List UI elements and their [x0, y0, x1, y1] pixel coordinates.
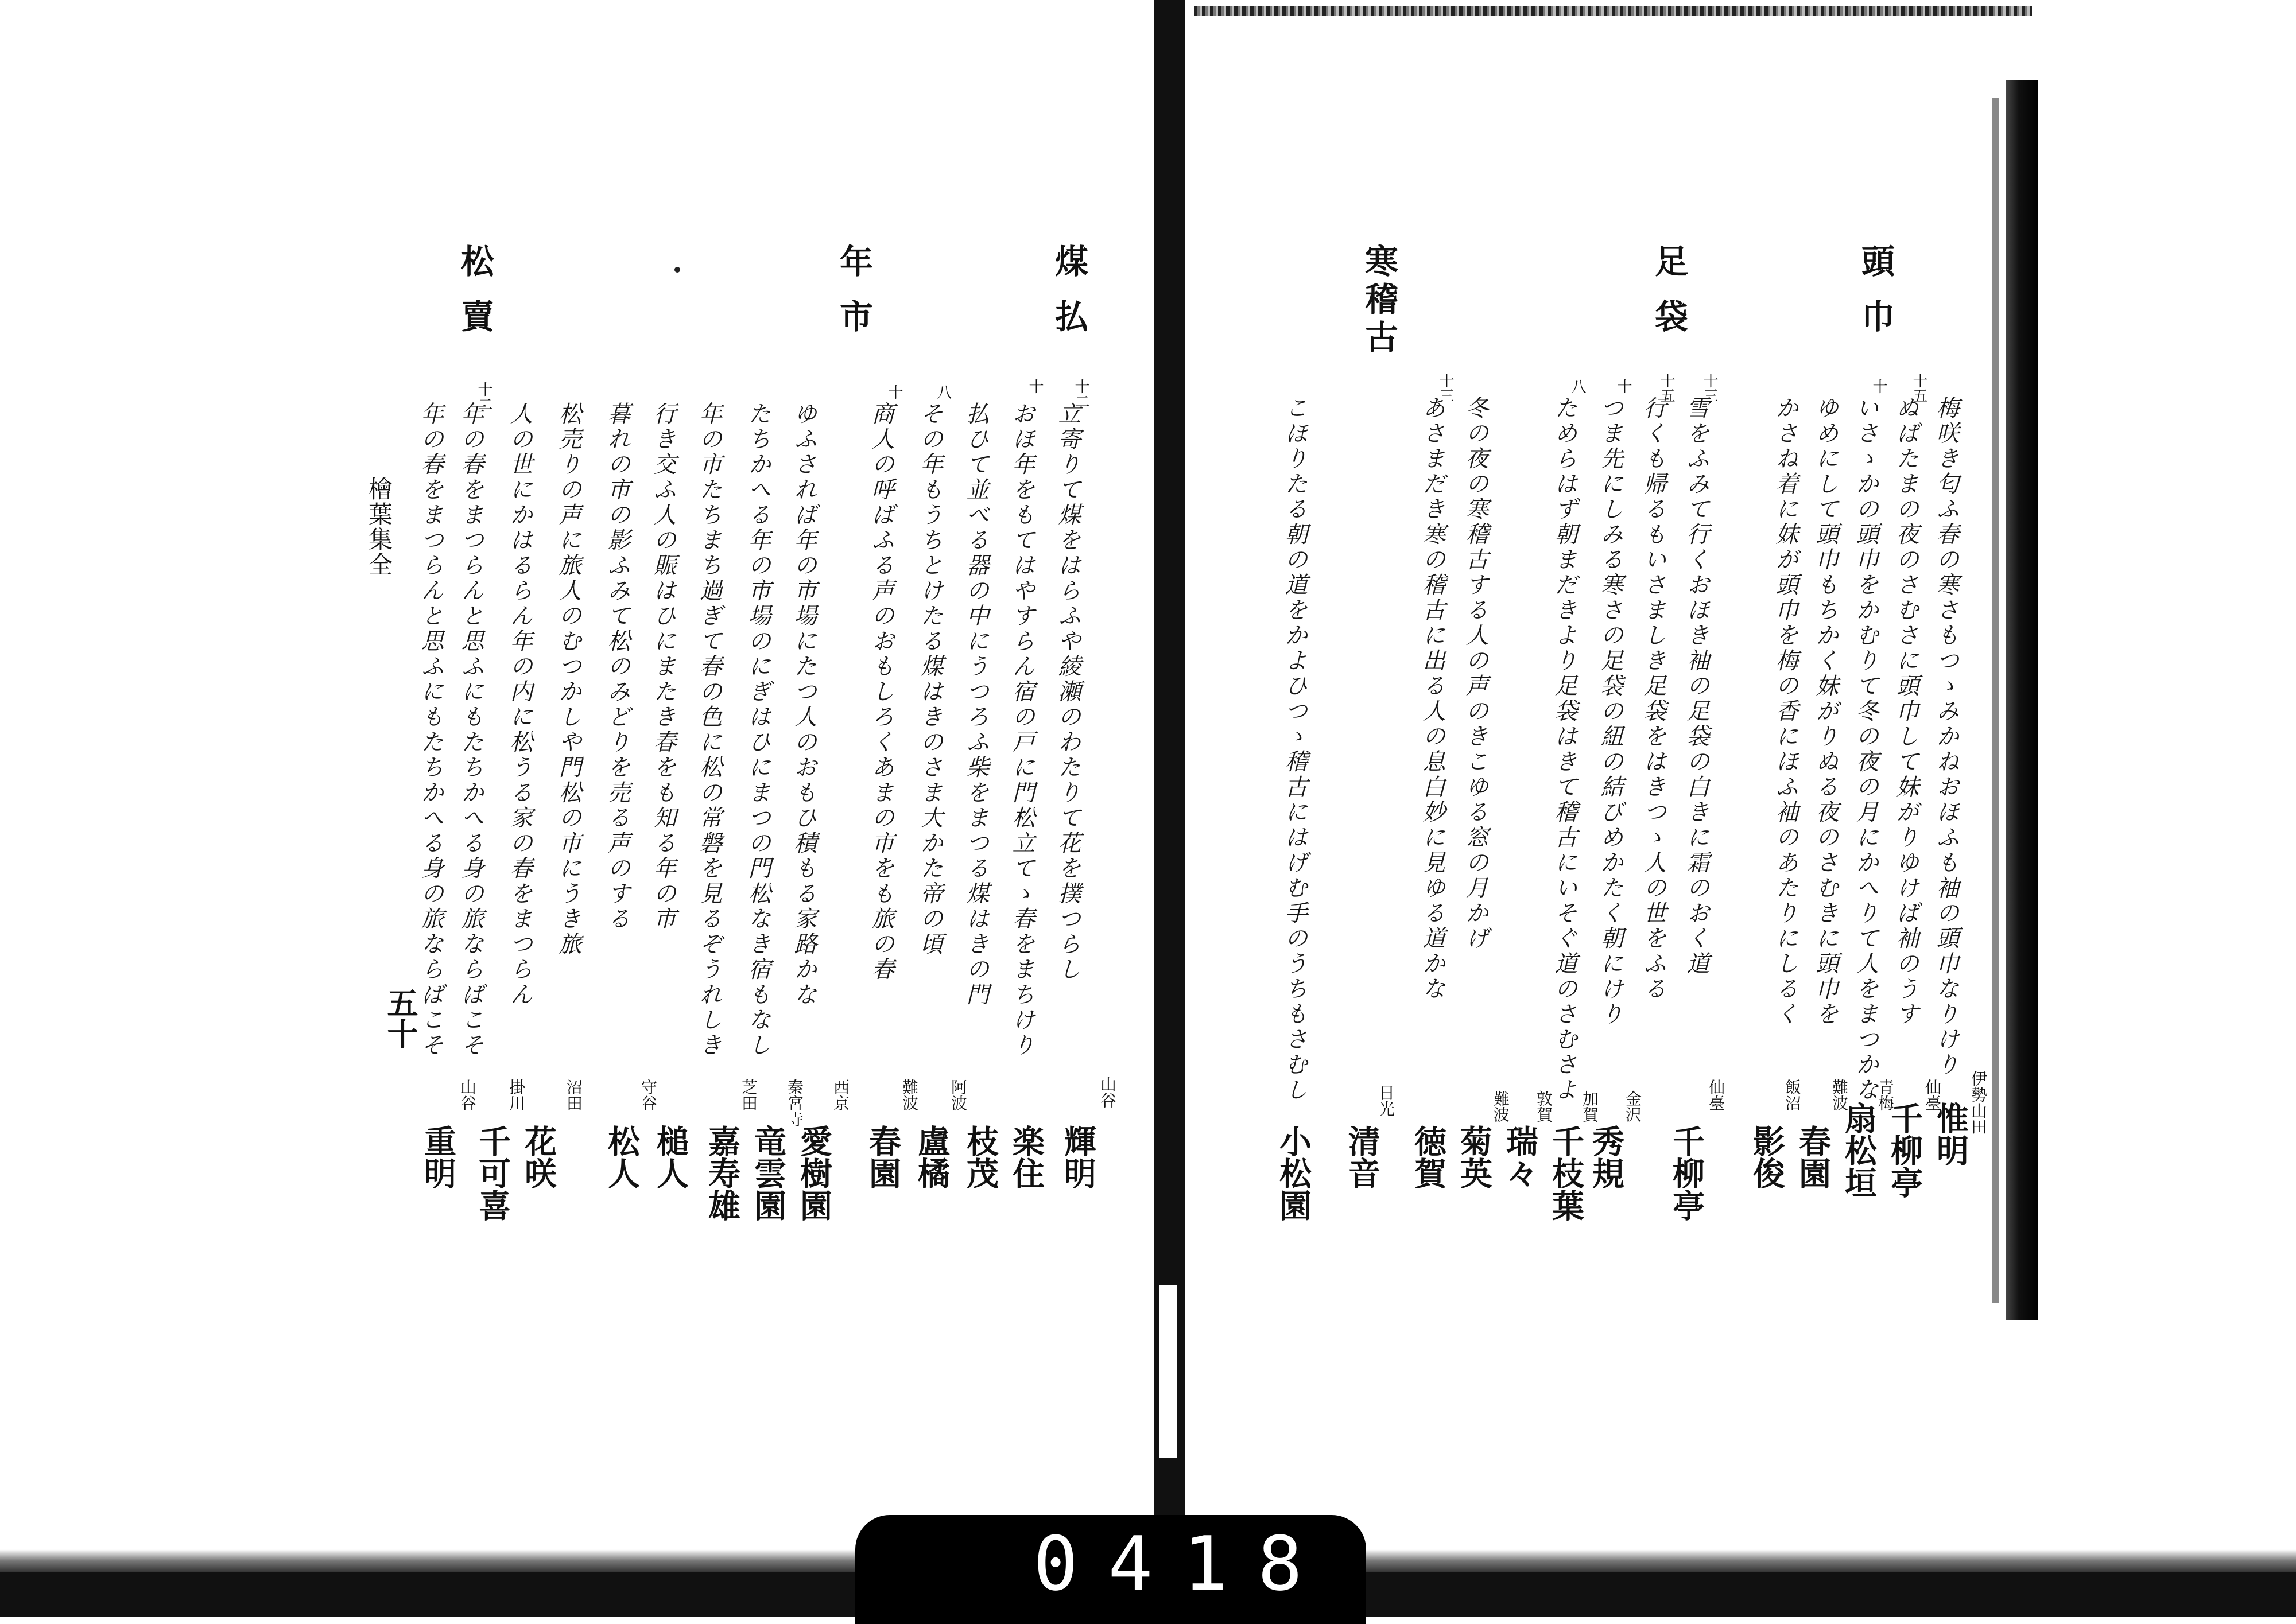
- heading-toshinoichi: 年市: [834, 244, 873, 354]
- poem-text: 行くも帰るもいさましき足袋をはきつゝ人の世をふる: [1640, 396, 1666, 1002]
- poet-name: 槌人: [651, 1125, 689, 1189]
- poet-name: 小松園: [1274, 1125, 1312, 1221]
- poem-text: いさゝかの頭巾をかむりて冬の夜の月にかへりて人をまつかな: [1852, 396, 1879, 1103]
- poet-origin: 仙臺: [1923, 1079, 1942, 1111]
- poet-origin: 仙臺: [1707, 1079, 1725, 1111]
- poem-text: おほ年をもてはやすらん宿の戸に門松立てゝ春をまちけり: [1009, 402, 1035, 1058]
- poem-number: 八: [934, 384, 952, 399]
- poet-name: 枝茂: [961, 1125, 999, 1189]
- poem-text: 商人の呼ばふる声のおもしろくあまの市をも旅の春: [868, 402, 894, 982]
- poem-text: ゆふされば年の市場にたつ人のおもひ積もる家路かな: [790, 402, 817, 1008]
- poem-number: 十三: [1701, 373, 1718, 403]
- poet-name: 惟明: [1932, 1102, 1969, 1166]
- poem-text: かさね着に妹が頭巾を梅の香にほふ袖のあたりにしるく: [1772, 396, 1798, 1027]
- poem-text: 冬の夜の寒稽古する人の声のきこゆる窓の月かげ: [1462, 396, 1488, 951]
- poet-origin: 掛川: [507, 1079, 526, 1111]
- poet-origin: 沼田: [564, 1079, 583, 1111]
- poem-text: 梅咲き匂ふ春の寒さもつゝみかねおほふも袖の頭巾なりけり: [1933, 396, 1959, 1078]
- poet-origin: 秦宮寺: [785, 1079, 804, 1127]
- poem-text: 人の世にかはるらん年の内に松うる家の春をまつらん: [506, 402, 533, 1008]
- poet-name: 盧橘: [913, 1125, 951, 1189]
- poet-name: 楽住: [1007, 1125, 1045, 1189]
- ink-dot: [674, 267, 680, 273]
- poet-name: 春園: [864, 1125, 902, 1189]
- poet-name: 千柳亭: [1667, 1125, 1705, 1221]
- poet-name: 嘉寿雄: [703, 1125, 741, 1221]
- poet-name: 秀規: [1587, 1125, 1625, 1189]
- poem-number: 十五: [1910, 373, 1927, 403]
- book-fore-edge: [2006, 80, 2038, 1320]
- poet-origin: 難波: [1491, 1090, 1510, 1122]
- folio-number: 五十: [382, 987, 419, 1049]
- poet-origin: 芝田: [739, 1079, 758, 1111]
- poem-text: こほりたる朝の道をかよひつゝ稽古にはげむ手のうちもさむし: [1281, 396, 1308, 1103]
- poem-text: 年の春をまつらんと思ふにもたちかへる身の旅ならばこそ: [457, 402, 484, 1058]
- poet-name: 菊英: [1455, 1125, 1493, 1189]
- poem-number: 八: [1569, 379, 1586, 394]
- poem-text: 暮れの市の影ふみて松のみどりを売る声のする: [604, 402, 630, 932]
- poet-name: 扇松垣: [1840, 1102, 1878, 1198]
- poet-origin: 飯沼: [1783, 1079, 1802, 1111]
- poet-origin: 山谷: [1098, 1076, 1117, 1108]
- poem-text: 松売りの声に旅人のむつかしや門松の市にうき旅: [555, 402, 581, 957]
- poem-number: 十: [1870, 379, 1887, 394]
- poet-origin: 青梅: [1876, 1079, 1895, 1111]
- spine-gap: [1159, 1285, 1177, 1458]
- poet-origin: 難波: [1830, 1079, 1849, 1111]
- poem-text: その年もうちとけたる煤はきのさま大かた帝の頃: [917, 402, 943, 957]
- poet-origin: 加賀: [1580, 1090, 1599, 1122]
- poem-text: 立寄りて煤をはらふや綾瀬のわたりて花を撲つらし: [1054, 402, 1081, 982]
- poem-number: 十五: [1658, 373, 1675, 403]
- poet-name: 千可喜: [474, 1125, 511, 1221]
- poet-name: 清音: [1343, 1125, 1381, 1189]
- poet-name: 千柳亭: [1886, 1102, 1923, 1198]
- heading-susuharai: 煤払: [1049, 244, 1088, 354]
- poem-number: 十三: [1437, 373, 1454, 403]
- page-edge-shadow: [1992, 98, 1999, 1303]
- heading-zukin: 頭巾: [1856, 244, 1895, 354]
- poet-origin: 山谷: [458, 1079, 477, 1111]
- poet-name: 徳賀: [1409, 1125, 1447, 1189]
- poem-number: 十: [886, 384, 903, 399]
- poem-text: つま先にしみる寒さの足袋の紐の結びめかたく朝にけり: [1597, 396, 1623, 1027]
- poem-number: 十: [1026, 379, 1044, 394]
- poem-text: たちかへる年の市場のにぎはひにまつの門松なき宿もなし: [744, 402, 771, 1058]
- poet-name: 愛樹園: [795, 1125, 833, 1221]
- poet-origin: 守谷: [639, 1079, 658, 1111]
- poet-origin: 西京: [831, 1079, 850, 1111]
- poem-text: 行き交ふ人の賑はひにまたき春をも知る年の市: [650, 402, 676, 932]
- heading-matsuuri: 松賣: [455, 244, 494, 354]
- poet-name: 瑞々: [1501, 1125, 1539, 1189]
- poet-name: 千枝葉: [1547, 1125, 1585, 1221]
- poem-text: 年の市たちまち過ぎて春の色に松の常磐を見るぞうれしき: [696, 402, 722, 1058]
- poem-text: 雪をふみて行くおほき袖の足袋の白きに霜のおく道: [1683, 396, 1709, 977]
- poet-origin: 敦賀: [1534, 1090, 1553, 1122]
- poem-number: 十二: [1072, 379, 1089, 409]
- poem-text: 年の春をまつらんと思ふにもたちかへる身の旅ならばこそ: [417, 402, 444, 1058]
- poet-origin: 日光: [1376, 1085, 1395, 1117]
- poet-name: 竜雲園: [749, 1125, 787, 1221]
- poem-text: ぬばたまの夜のさむさに頭巾して妹がりゆけば袖のうす: [1892, 396, 1919, 1027]
- poet-name: 花咲: [519, 1125, 557, 1189]
- frame-counter: 0418: [1033, 1520, 1333, 1607]
- poem-number: 十: [1615, 379, 1632, 394]
- page-top-edge: [1194, 6, 2032, 16]
- poem-text: あさまだき寒の稽古に出る人の息白妙に見ゆる道かな: [1419, 396, 1445, 1002]
- poem-number: 十二: [475, 382, 492, 411]
- poet-origin: 難波: [900, 1079, 919, 1111]
- poet-name: 影俊: [1748, 1125, 1786, 1189]
- poet-name: 春園: [1794, 1125, 1832, 1189]
- poem-text: 払ひて並べる器の中にうつろふ柴をまつる煤はきの門: [963, 402, 989, 1008]
- heading-tabi: 足袋: [1649, 244, 1688, 354]
- poet-name: 重明: [419, 1125, 457, 1189]
- poet-origin: 阿波: [949, 1079, 968, 1111]
- poet-origin: 伊勢山田: [1969, 1070, 1988, 1135]
- poet-name: 松人: [603, 1125, 641, 1189]
- poem-text: ためらはず朝まだきより足袋はきて稽古にいそぐ道のさむさよ: [1551, 396, 1577, 1103]
- heading-kangeiko: 寒稽古: [1359, 244, 1398, 358]
- poem-text: ゆめにして頭巾もちかく妹がりぬる夜のさむきに頭巾を: [1812, 396, 1839, 1027]
- poet-origin: 金沢: [1623, 1090, 1642, 1122]
- colophon: 檜葉集全: [365, 476, 393, 577]
- poet-name: 輝明: [1059, 1125, 1097, 1189]
